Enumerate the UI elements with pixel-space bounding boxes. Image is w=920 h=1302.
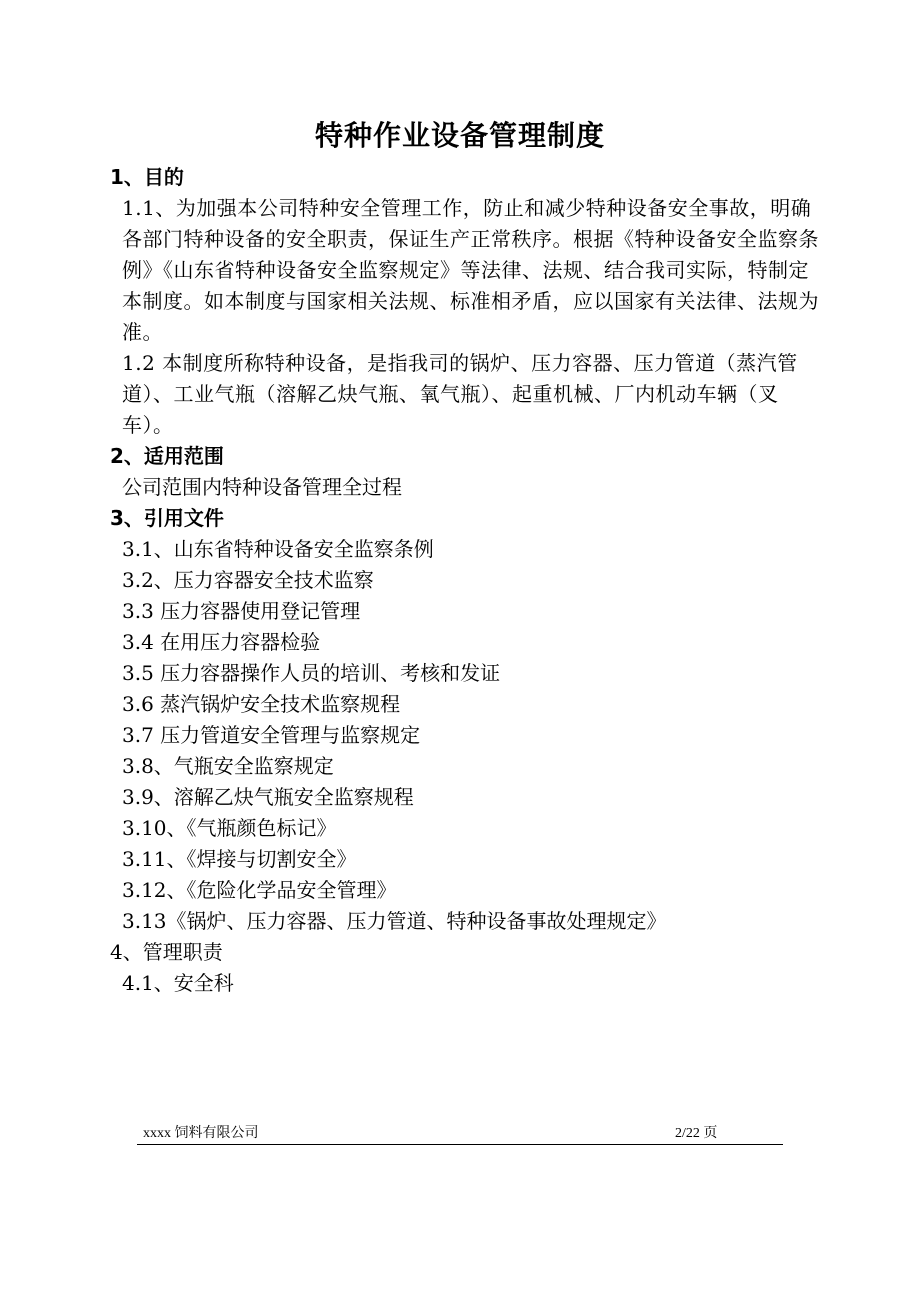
footer-page-number: 2/22 页 bbox=[675, 1126, 718, 1141]
reference-item: 3.4 在用压力容器检验 bbox=[122, 630, 321, 654]
section-heading-responsibilities: 4、管理职责 bbox=[110, 940, 223, 964]
responsibility-item: 4.1、安全科 bbox=[122, 971, 234, 995]
document-title: 特种作业设备管理制度 bbox=[314, 119, 605, 152]
reference-item: 3.2、压力容器安全技术监察 bbox=[122, 568, 374, 592]
reference-item: 3.5 压力容器操作人员的培训、考核和发证 bbox=[122, 661, 501, 685]
reference-item: 3.13《锅炉、压力容器、压力管道、特种设备事故处理规定》 bbox=[122, 909, 667, 933]
paragraph-1-2: 1.2 本制度所称特种设备，是指我司的锅炉、压力容器、压力管道（蒸汽管道）、工业气瓶（溶解乙炔气瓶、氧气瓶）、起重机械、厂内机动车辆（叉车）。 bbox=[122, 351, 798, 437]
section-heading-scope: 2、适用范围 bbox=[110, 444, 224, 468]
reference-item: 3.10、《气瓶颜色标记》 bbox=[122, 816, 337, 840]
document-body bbox=[110, 162, 830, 999]
paragraph-1-1: 1.1、为加强本公司特种安全管理工作，防止和减少特种设备安全事故，明确各部门特种设备的安全职责，保证生产正常秩序。根据《特种设备安全监察条例》《山东省特种设备安全监察规定》等法律、法规、结合我司实际，特制定本制度。如本制度与国家相关法规、标准相矛盾，应以国家有关法律、法规为准。 bbox=[122, 196, 819, 344]
reference-item: 3.1、山东省特种设备安全监察条例 bbox=[122, 537, 434, 561]
reference-item: 3.7 压力管道安全管理与监察规定 bbox=[122, 723, 421, 747]
scope-text: 公司范围内特种设备管理全过程 bbox=[122, 475, 402, 499]
page-footer bbox=[137, 1118, 783, 1145]
reference-item: 3.12、《危险化学品安全管理》 bbox=[122, 878, 397, 902]
footer-company: xxxx 饲料有限公司 bbox=[143, 1126, 259, 1141]
reference-item: 3.6 蒸汽锅炉安全技术监察规程 bbox=[122, 692, 401, 716]
reference-item: 3.9、溶解乙炔气瓶安全监察规程 bbox=[122, 785, 414, 809]
reference-item: 3.8、气瓶安全监察规定 bbox=[122, 754, 334, 778]
section-heading-references: 3、引用文件 bbox=[110, 506, 224, 530]
section-heading-purpose: 1、目的 bbox=[110, 165, 184, 189]
reference-item: 3.11、《焊接与切割安全》 bbox=[122, 847, 357, 871]
reference-item: 3.3 压力容器使用登记管理 bbox=[122, 599, 361, 623]
